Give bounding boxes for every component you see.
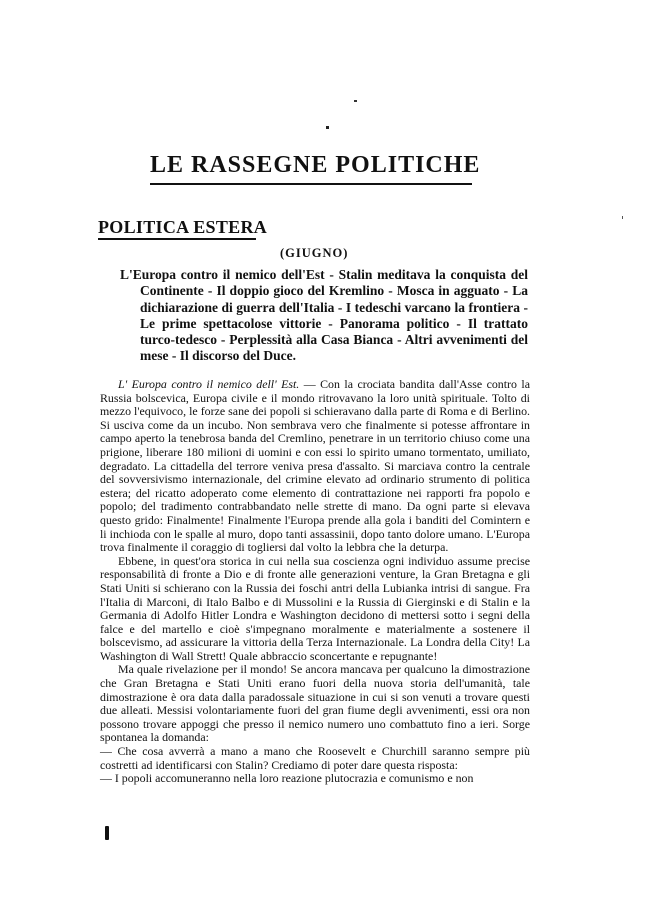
printing-speck [326, 126, 329, 129]
masthead-title: LE RASSEGNE POLITICHE [150, 152, 481, 178]
margin-speck [622, 216, 623, 219]
section-underline [98, 238, 256, 240]
paragraph-2: Ebbene, in quest'ora storica in cui nella sua coscienza ogni individuo assume precise responsabilità di fronte a Dio e di fronte alle generazioni venture, la Gran Bretagna e gli Stati Uniti si schierano con la Russia dei foschi antri della Lubianka intrisi di sangue. Fra l'Italia di Marconi, di Italo Balbo e di Mussolini e la Russia di Gierginski e di Stalin e la Germania di Adolfo Hitler Londra e Washington decidono di mettersi sotto i segni della falce e del martello e cioè s'impegnano moralmente e materialmente a sostenere il bolscevismo, ad assicurare la vittoria della Terza Internazionale. La Londra della City! La Washington di Wall Strett! Quale abbraccio sconcertante e repugnante! [100, 553, 530, 663]
paragraph-1 [100, 378, 530, 555]
printing-speck [354, 100, 357, 102]
paragraph-3: Ma quale rivelazione per il mondo! Se ancora mancava per qualcuno la dimostrazione che Gran Bretagna e Stati Uniti erano fuori della nuova storia dell'umanità, tale dimostrazione è ora data dalla paradossale situazione in cui si son venuti a trovare questi due alleati. Messisi volontariamente fuori del gran fiume degli avvenimenti, essi ora non possono trovare appoggi che presso il nemico numero uno combattuto fino a ieri. Sorge spontanea la domanda: [100, 662, 530, 745]
masthead-underline [150, 183, 472, 185]
section-month: (GIUGNO) [280, 246, 349, 260]
paragraph-4: — Che cosa avverrà a mano a mano che Roosevelt e Churchill saranno sempre più costretti ad identificarsi con Stalin? Crediamo di poter dare questa risposta: [100, 744, 530, 772]
article-summary: L'Europa contro il nemico dell'Est - Stalin meditava la conquista del Continente - Il doppio gioco del Kremlino - Mosca in agguato - La dichiarazione di guerra dell'Italia - I tedeschi varcano la frontiera - Le prime spettacolose vittorie - Panorama politico - Il trattato turco-tedesco - Perplessità alla Casa Bianca - Altri avvenimenti del mese - Il discorso del Duce. [120, 267, 528, 364]
paragraph-5: — I popoli accomuneranno nella loro reazione plutocrazia e comunismo e non [100, 771, 474, 786]
section-title: POLITICA ESTERA [98, 217, 268, 237]
lead-heading: L' Europa contro il nemico dell' Est. [118, 377, 300, 391]
paragraph-1-text: — Con la crociata bandita dall'Asse contro la Russia bolscevica, Europa civile e il mondo ritrovavano la loro unità spirituale. Tolto di mezzo l'equivoco, le forze sane dei popoli si schieravano dalla parte di Roma e di Berlino. Si usciva come da un incubo. Non sembrava vero che finalmente si potesse affrontare in campo aperto la tenebrosa banda del Cremlino, penetrare in un territorio chiuso come una prigione, liberare 180 milioni di uomini e con essi lo spirito umano tormentato, umiliato, degradato. La cittadella del terrore veniva presa d'assalto. Si marciava contro la centrale del sovversivismo internazionale, del crimine elevato ad ordinario strumento di politica estera; del ricatto adoperato come elemento di contrattazione nei rapporti fra popolo e popolo; del tradimento contrabbandato nelle strette di mano. Da ogni parte si elevava questo grido: Finalmente! Finalmente l'Europa prende alla gola i banditi del Comintern e li inchioda con le spalle al muro, dopo tanti assassinii, dopo tanto dolore umano. L'Europa trova finalmente il coraggio di togliersi dal volto la lebbra che la deturpa. [100, 377, 531, 555]
article-body [100, 378, 530, 786]
margin-mark [105, 826, 109, 840]
